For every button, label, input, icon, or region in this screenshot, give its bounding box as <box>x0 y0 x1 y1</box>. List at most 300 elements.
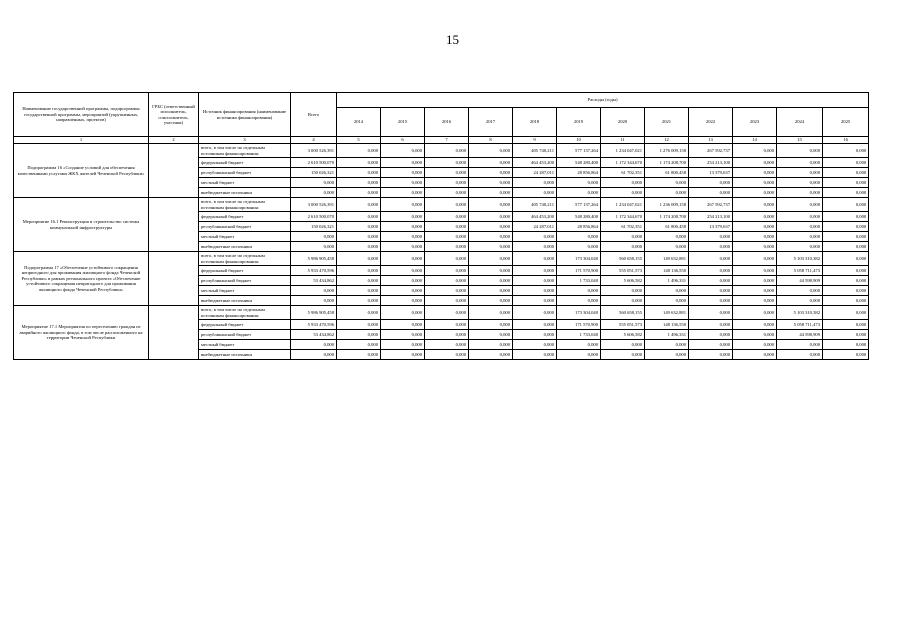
year-value: 0,000 <box>645 242 689 252</box>
year-value: 0,000 <box>823 232 869 242</box>
year-value: 0,000 <box>381 306 425 320</box>
year-value: 405 740,211 <box>513 144 557 158</box>
year-value: 0,000 <box>513 232 557 242</box>
year-value: 0,000 <box>469 286 513 296</box>
year-value: 0,000 <box>823 188 869 198</box>
year-value: 0,000 <box>733 252 777 266</box>
year-value: 0,000 <box>337 222 381 232</box>
header-year: 2025 <box>823 108 869 137</box>
year-value: 555 051,573 <box>601 320 645 330</box>
year-value: 0,000 <box>733 232 777 242</box>
year-value: 0,000 <box>601 350 645 360</box>
column-number: 1 <box>14 137 149 144</box>
year-value: 0,000 <box>381 276 425 286</box>
year-value: 0,000 <box>425 340 469 350</box>
year-value: 0,000 <box>777 232 823 242</box>
year-value: 1 174 208,700 <box>645 158 689 168</box>
total-cell: 0,000 <box>291 350 337 360</box>
year-value: 0,000 <box>337 242 381 252</box>
year-value: 0,000 <box>557 178 601 188</box>
year-value: 0,000 <box>689 252 733 266</box>
year-value: 0,000 <box>425 232 469 242</box>
year-value: 0,000 <box>601 242 645 252</box>
year-value: 0,000 <box>823 330 869 340</box>
year-value: 254 213,100 <box>689 212 733 222</box>
year-value: 0,000 <box>469 306 513 320</box>
year-value: 464 453,200 <box>513 158 557 168</box>
year-value: 0,000 <box>381 242 425 252</box>
year-value: 0,000 <box>337 188 381 198</box>
funding-source: местный бюджет <box>199 178 291 188</box>
year-value: 0,000 <box>733 188 777 198</box>
year-value: 0,000 <box>823 144 869 158</box>
year-value: 0,000 <box>689 266 733 276</box>
year-value: 0,000 <box>469 340 513 350</box>
year-value: 0,000 <box>777 188 823 198</box>
year-value: 0,000 <box>425 222 469 232</box>
year-value: 0,000 <box>513 306 557 320</box>
funding-source: всего, в том числе по отдельным источникам финансирования: <box>199 144 291 158</box>
year-value: 0,000 <box>777 242 823 252</box>
year-value: 0,000 <box>601 232 645 242</box>
year-value: 0,000 <box>777 168 823 178</box>
year-value: 0,000 <box>601 188 645 198</box>
header-year: 2017 <box>469 108 513 137</box>
table-row <box>14 144 869 158</box>
year-value: 0,000 <box>469 276 513 286</box>
funding-source: федеральный бюджет <box>199 320 291 330</box>
year-value: 5 606,582 <box>601 330 645 340</box>
year-value: 0,000 <box>777 158 823 168</box>
funding-source: местный бюджет <box>199 232 291 242</box>
year-value: 555 051,573 <box>601 266 645 276</box>
year-value: 0,000 <box>823 266 869 276</box>
year-value: 13 379,637 <box>689 168 733 178</box>
year-value: 0,000 <box>557 188 601 198</box>
year-value: 0,000 <box>513 330 557 340</box>
header-year: 2016 <box>425 108 469 137</box>
year-value: 0,000 <box>425 242 469 252</box>
column-number: 15 <box>777 137 823 144</box>
funding-source: внебюджетные источники <box>199 296 291 306</box>
column-number: 13 <box>689 137 733 144</box>
page-number: 15 <box>446 32 459 47</box>
year-value: 0,000 <box>823 178 869 188</box>
year-value: 267 592,737 <box>689 198 733 212</box>
year-value: 0,000 <box>469 266 513 276</box>
year-value: 0,000 <box>381 330 425 340</box>
year-value: 1 174 208,700 <box>645 212 689 222</box>
program-name: Мероприятие 17.1 Мероприятия по переселению граждан из аварийного жилищного фонда, в том числе расположенного на территории Чеченской Республики <box>14 306 149 360</box>
year-value: 171 570,900 <box>557 320 601 330</box>
year-value: 0,000 <box>425 296 469 306</box>
year-value: 0,000 <box>337 212 381 222</box>
year-value: 1 234 047,021 <box>601 144 645 158</box>
year-value: 0,000 <box>381 232 425 242</box>
year-value: 0,000 <box>733 144 777 158</box>
year-value: 0,000 <box>823 320 869 330</box>
year-value: 1 276 009,158 <box>645 144 689 158</box>
year-value: 28 856,864 <box>557 168 601 178</box>
year-value: 548 280,400 <box>557 158 601 168</box>
year-value: 0,000 <box>381 178 425 188</box>
year-value: 28 856,864 <box>557 222 601 232</box>
year-value: 0,000 <box>777 340 823 350</box>
header-name: Наименование государственной программы, подпрограммы государственной программы, мероприятий (укрупненных, направленных, проектов) <box>14 93 149 137</box>
year-value: 0,000 <box>645 350 689 360</box>
year-value: 44 598,909 <box>777 276 823 286</box>
year-value: 0,000 <box>337 252 381 266</box>
year-value: 0,000 <box>469 144 513 158</box>
year-value: 0,000 <box>469 350 513 360</box>
total-cell: 2 610 500,070 <box>291 158 337 168</box>
year-value: 1 172 344,670 <box>601 158 645 168</box>
header-year: 2024 <box>777 108 823 137</box>
year-value: 0,000 <box>469 158 513 168</box>
year-value: 0,000 <box>469 168 513 178</box>
total-cell: 5 933 470,596 <box>291 320 337 330</box>
year-value: 0,000 <box>337 306 381 320</box>
year-value: 0,000 <box>469 242 513 252</box>
year-value: 0,000 <box>337 178 381 188</box>
year-value: 0,000 <box>733 276 777 286</box>
year-value: 0,000 <box>425 266 469 276</box>
year-value: 0,000 <box>513 340 557 350</box>
year-value: 0,000 <box>689 286 733 296</box>
year-value: 0,000 <box>823 222 869 232</box>
year-value: 0,000 <box>777 144 823 158</box>
year-value: 0,000 <box>601 340 645 350</box>
year-value: 0,000 <box>733 296 777 306</box>
year-value: 548 280,400 <box>557 212 601 222</box>
year-value: 1 496,331 <box>645 330 689 340</box>
year-value: 0,000 <box>823 286 869 296</box>
total-cell: 3 000 526,391 <box>291 144 337 158</box>
year-value: 1 496,331 <box>645 276 689 286</box>
year-value: 5 606,582 <box>601 276 645 286</box>
grbs-cell <box>149 306 199 360</box>
year-value: 0,000 <box>689 306 733 320</box>
year-value: 0,000 <box>337 296 381 306</box>
year-value: 0,000 <box>733 340 777 350</box>
year-value: 0,000 <box>469 320 513 330</box>
year-value: 0,000 <box>337 340 381 350</box>
total-cell: 2 610 500,070 <box>291 212 337 222</box>
funding-source: республиканский бюджет <box>199 168 291 178</box>
column-number: 3 <box>199 137 291 144</box>
year-value: 0,000 <box>513 276 557 286</box>
year-value: 0,000 <box>689 232 733 242</box>
year-value: 0,000 <box>469 330 513 340</box>
funding-source: внебюджетные источники <box>199 242 291 252</box>
total-cell: 5 933 470,596 <box>291 266 337 276</box>
header-year: 2018 <box>513 108 557 137</box>
year-value: 0,000 <box>425 198 469 212</box>
year-value: 0,000 <box>425 158 469 168</box>
year-value: 0,000 <box>425 252 469 266</box>
total-cell: 53 434,862 <box>291 330 337 340</box>
year-value: 0,000 <box>823 158 869 168</box>
year-value: 44 598,909 <box>777 330 823 340</box>
year-value: 0,000 <box>823 340 869 350</box>
year-value: 0,000 <box>823 296 869 306</box>
program-name: Подпрограмма 16 «Создание условий для обеспечения качественными услугами ЖКХ жителей Чеченской Республики» <box>14 144 149 198</box>
year-value: 0,000 <box>337 168 381 178</box>
grbs-cell <box>149 144 199 198</box>
year-value: 0,000 <box>425 168 469 178</box>
total-cell: 0,000 <box>291 178 337 188</box>
year-value: 0,000 <box>823 212 869 222</box>
year-value: 267 592,737 <box>689 144 733 158</box>
year-value: 0,000 <box>381 340 425 350</box>
year-value: 5 058 711,473 <box>777 320 823 330</box>
year-value: 577 137,264 <box>557 144 601 158</box>
year-value: 0,000 <box>337 286 381 296</box>
year-value: 0,000 <box>337 350 381 360</box>
year-value: 0,000 <box>557 296 601 306</box>
year-value: 1 234 047,021 <box>601 198 645 212</box>
year-value: 0,000 <box>425 276 469 286</box>
table-row <box>14 198 869 212</box>
year-value: 0,000 <box>513 188 557 198</box>
year-value: 0,000 <box>381 350 425 360</box>
year-value: 0,000 <box>381 320 425 330</box>
year-value: 0,000 <box>425 188 469 198</box>
year-value: 0,000 <box>689 242 733 252</box>
column-number: 11 <box>601 137 645 144</box>
funding-source: федеральный бюджет <box>199 266 291 276</box>
year-value: 0,000 <box>823 168 869 178</box>
year-value: 0,000 <box>425 306 469 320</box>
year-value: 0,000 <box>513 178 557 188</box>
year-value: 0,000 <box>381 222 425 232</box>
grbs-cell <box>149 252 199 306</box>
year-value: 0,000 <box>337 320 381 330</box>
header-expenses: Расходы (годы) <box>337 93 869 108</box>
column-number: 2 <box>149 137 199 144</box>
year-value: 0,000 <box>733 266 777 276</box>
total-cell: 0,000 <box>291 242 337 252</box>
header-total: Всего <box>291 93 337 137</box>
year-value: 0,000 <box>823 252 869 266</box>
year-value: 0,000 <box>557 340 601 350</box>
funding-source: местный бюджет <box>199 340 291 350</box>
year-value: 1 733,040 <box>557 276 601 286</box>
year-value: 0,000 <box>513 296 557 306</box>
funding-source: федеральный бюджет <box>199 158 291 168</box>
year-value: 0,000 <box>823 276 869 286</box>
year-value: 0,000 <box>425 350 469 360</box>
funding-source: всего, в том числе по отдельным источникам финансирования: <box>199 198 291 212</box>
year-value: 0,000 <box>513 320 557 330</box>
year-value: 0,000 <box>689 340 733 350</box>
year-value: 173 304,040 <box>557 252 601 266</box>
year-value: 0,000 <box>469 178 513 188</box>
year-value: 0,000 <box>425 330 469 340</box>
year-value: 149 632,881 <box>645 306 689 320</box>
year-value: 0,000 <box>513 252 557 266</box>
year-value: 0,000 <box>381 252 425 266</box>
funding-source: федеральный бюджет <box>199 212 291 222</box>
year-value: 0,000 <box>777 198 823 212</box>
total-cell: 5 986 905,458 <box>291 252 337 266</box>
year-value: 405 740,211 <box>513 198 557 212</box>
year-value: 0,000 <box>557 350 601 360</box>
year-value: 0,000 <box>689 320 733 330</box>
column-number: 10 <box>557 137 601 144</box>
year-value: 0,000 <box>381 296 425 306</box>
year-value: 0,000 <box>733 306 777 320</box>
year-value: 0,000 <box>469 232 513 242</box>
year-value: 0,000 <box>425 144 469 158</box>
year-value: 0,000 <box>513 266 557 276</box>
year-value: 0,000 <box>425 320 469 330</box>
funding-source: местный бюджет <box>199 286 291 296</box>
year-value: 0,000 <box>689 178 733 188</box>
year-value: 149 632,881 <box>645 252 689 266</box>
year-value: 0,000 <box>469 252 513 266</box>
total-cell: 150 026,321 <box>291 168 337 178</box>
year-value: 0,000 <box>645 188 689 198</box>
year-value: 0,000 <box>823 198 869 212</box>
header-year: 2020 <box>601 108 645 137</box>
header-grbs: ГРБС (ответственный исполнитель, соисполнитель, участник) <box>149 93 199 137</box>
funding-source: внебюджетные источники <box>199 188 291 198</box>
column-number: 4 <box>291 137 337 144</box>
year-value: 61 702,351 <box>601 168 645 178</box>
year-value: 0,000 <box>733 222 777 232</box>
column-number: 7 <box>425 137 469 144</box>
year-value: 560 658,155 <box>601 306 645 320</box>
total-cell: 5 986 905,458 <box>291 306 337 320</box>
year-value: 0,000 <box>513 350 557 360</box>
year-value: 0,000 <box>381 266 425 276</box>
header-year: 2014 <box>337 108 381 137</box>
year-value: 24 287,011 <box>513 222 557 232</box>
year-value: 61 702,351 <box>601 222 645 232</box>
year-value: 1 733,040 <box>557 330 601 340</box>
table-row <box>14 306 869 320</box>
total-cell: 0,000 <box>291 296 337 306</box>
year-value: 0,000 <box>733 242 777 252</box>
year-value: 0,000 <box>645 232 689 242</box>
year-value: 0,000 <box>601 296 645 306</box>
year-value: 0,000 <box>337 144 381 158</box>
year-value: 0,000 <box>513 242 557 252</box>
year-value: 0,000 <box>381 212 425 222</box>
year-value: 0,000 <box>469 222 513 232</box>
year-value: 0,000 <box>777 212 823 222</box>
total-cell: 0,000 <box>291 232 337 242</box>
year-value: 61 800,458 <box>645 222 689 232</box>
year-value: 0,000 <box>777 296 823 306</box>
year-value: 0,000 <box>733 158 777 168</box>
total-cell: 3 000 526,391 <box>291 198 337 212</box>
year-value: 254 213,100 <box>689 158 733 168</box>
year-value: 0,000 <box>601 178 645 188</box>
year-value: 560 658,155 <box>601 252 645 266</box>
year-value: 0,000 <box>645 286 689 296</box>
year-value: 173 304,040 <box>557 306 601 320</box>
column-number: 14 <box>733 137 777 144</box>
year-value: 0,000 <box>469 188 513 198</box>
year-value: 0,000 <box>425 212 469 222</box>
year-value: 0,000 <box>337 158 381 168</box>
year-value: 0,000 <box>557 286 601 296</box>
year-value: 0,000 <box>823 306 869 320</box>
year-value: 0,000 <box>733 178 777 188</box>
funding-source: внебюджетные источники <box>199 350 291 360</box>
header-year: 2022 <box>689 108 733 137</box>
year-value: 0,000 <box>733 212 777 222</box>
year-value: 0,000 <box>469 296 513 306</box>
total-cell: 53 434,862 <box>291 276 337 286</box>
year-value: 0,000 <box>513 286 557 296</box>
column-number: 8 <box>469 137 513 144</box>
column-number: 16 <box>823 137 869 144</box>
year-value: 0,000 <box>469 198 513 212</box>
header-year: 2015 <box>381 108 425 137</box>
total-cell: 0,000 <box>291 286 337 296</box>
year-value: 1 172 344,670 <box>601 212 645 222</box>
year-value: 0,000 <box>337 276 381 286</box>
year-value: 0,000 <box>689 188 733 198</box>
year-value: 0,000 <box>601 286 645 296</box>
year-value: 464 453,200 <box>513 212 557 222</box>
funding-source: республиканский бюджет <box>199 276 291 286</box>
year-value: 5 058 711,473 <box>777 266 823 276</box>
year-value: 0,000 <box>733 320 777 330</box>
year-value: 0,000 <box>733 198 777 212</box>
year-value: 0,000 <box>689 276 733 286</box>
year-value: 0,000 <box>645 178 689 188</box>
column-number: 12 <box>645 137 689 144</box>
total-cell: 0,000 <box>291 340 337 350</box>
total-cell: 150 026,321 <box>291 222 337 232</box>
funding-source: республиканский бюджет <box>199 222 291 232</box>
year-value: 13 379,637 <box>689 222 733 232</box>
header-source: Источник финансирования (наименование источника финансирования) <box>199 93 291 137</box>
year-value: 1 236 009,158 <box>645 198 689 212</box>
year-value: 0,000 <box>557 232 601 242</box>
year-value: 0,000 <box>337 198 381 212</box>
header-year: 2019 <box>557 108 601 137</box>
column-number: 6 <box>381 137 425 144</box>
year-value: 0,000 <box>689 350 733 360</box>
total-cell: 0,000 <box>291 188 337 198</box>
year-value: 148 136,550 <box>645 320 689 330</box>
year-value: 0,000 <box>381 188 425 198</box>
year-value: 0,000 <box>645 296 689 306</box>
budget-table <box>13 92 869 360</box>
grbs-cell <box>149 198 199 252</box>
year-value: 0,000 <box>689 330 733 340</box>
year-value: 24 287,011 <box>513 168 557 178</box>
year-value: 0,000 <box>337 232 381 242</box>
year-value: 0,000 <box>733 350 777 360</box>
column-number: 5 <box>337 137 381 144</box>
year-value: 0,000 <box>777 286 823 296</box>
year-value: 577 137,264 <box>557 198 601 212</box>
year-value: 0,000 <box>823 350 869 360</box>
year-value: 0,000 <box>381 158 425 168</box>
year-value: 0,000 <box>733 168 777 178</box>
year-value: 0,000 <box>557 242 601 252</box>
column-number: 9 <box>513 137 557 144</box>
year-value: 5 103 310,382 <box>777 306 823 320</box>
year-value: 0,000 <box>381 286 425 296</box>
program-name: Мероприятие 16.1 Реконструкция и строительство системы коммунальной инфраструктуры <box>14 198 149 252</box>
